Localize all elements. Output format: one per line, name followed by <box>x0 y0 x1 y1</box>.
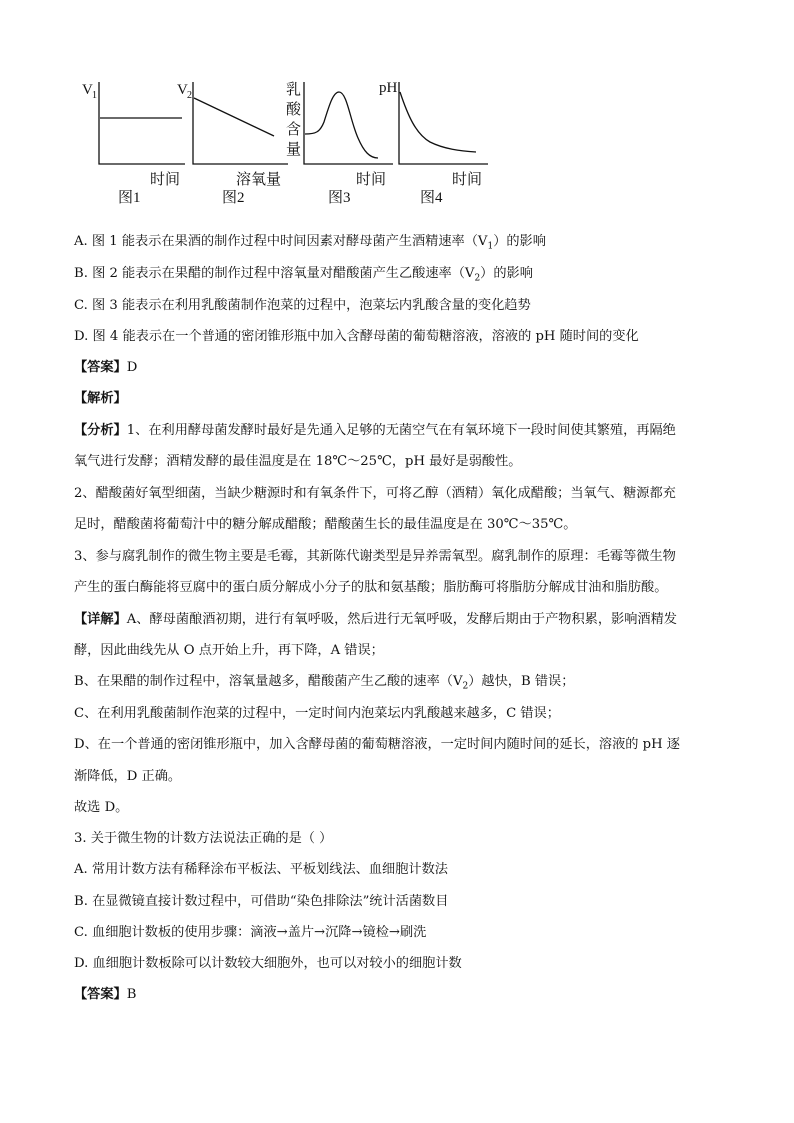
fig1-axes <box>99 82 185 164</box>
q2-option-d: D. 图 4 能表示在一个普通的密闭锥形瓶中加入含酵母菌的葡萄糖溶液，溶液的 pH 随时间的变化 <box>74 329 639 344</box>
q3-option-d: D. 血细胞计数板除可以计数较大细胞外，也可以对较小的细胞计数 <box>74 956 462 971</box>
fig3-caption: 图3 <box>328 190 351 206</box>
q2-fenxi-1b: 氧气进行发酵；酒精发酵的最佳温度是在 18℃～25℃，pH 最好是弱酸性。 <box>74 454 522 469</box>
q2-detail-a2: 酵，因此曲线先从 O 点开始上升，再下降，A 错误； <box>74 643 384 658</box>
q2-fenxi-2b: 足时，醋酸菌将葡萄汁中的糖分解成醋酸；醋酸菌生长的最佳温度是在 30℃～35℃。 <box>74 517 577 532</box>
q2-fenxi-3b: 产生的蛋白酶能将豆腐中的蛋白质分解成小分子的肽和氨基酸；脂肪酶可将脂肪分解成甘油和脂肪酸。 <box>74 580 668 595</box>
q2-detail-b: B、在果醋的制作过程中，溶氧量越多，醋酸菌产生乙酸的速率$(V_2)$越快，B 错误； <box>74 674 575 692</box>
q2-conclusion: 故选 D。 <box>74 800 129 815</box>
q2-analysis-heading: 【解析】 <box>74 391 127 406</box>
q3-option-b: B. 在显微镜直接计数过程中，可借助“染色排除法”统计活菌数目 <box>74 894 449 909</box>
fig1-caption: 图1 <box>118 190 141 206</box>
q2-fenxi-3a: 3、参与腐乳制作的微生物主要是毛霉，其新陈代谢类型是异养需氧型。腐乳制作的原理：毛霉等微生物 <box>74 549 676 564</box>
figures-row <box>78 76 498 210</box>
q2-detail-a1: 【详解】A、酵母菌酿酒初期，进行有氧呼吸，然后进行无氧呼吸，发酵后期由于产物积累，影响酒精发 <box>74 612 677 627</box>
q2-option-a: A. 图 1 能表示在果酒的制作过程中时间因素对酵母菌产生酒精速率$(V_1)$的影响 <box>74 234 546 252</box>
fig3-ylabel-2: 酸 <box>286 102 302 118</box>
q3-option-c: C. 血细胞计数板的使用步骤：滴液→盖片→沉降→镜检→刷洗 <box>74 925 427 940</box>
fig2-caption: 图2 <box>222 190 245 206</box>
q3-stem: 3. 关于微生物的计数方法说法正确的是（ ） <box>74 831 333 846</box>
fig2-xlabel: 溶氧量 <box>236 172 282 188</box>
figures-svg <box>78 76 498 210</box>
fig1-ylabel: V <box>82 82 93 98</box>
figure-1 <box>82 82 185 206</box>
fig2-curve <box>194 98 274 136</box>
fig2-axes <box>193 82 288 164</box>
fig3-ylabel-4: 量 <box>286 142 302 158</box>
fig4-xlabel: 时间 <box>452 172 483 188</box>
fig3-xlabel: 时间 <box>356 172 387 188</box>
fig1-xlabel: 时间 <box>150 172 181 188</box>
figure-2 <box>177 82 288 206</box>
fig4-ylabel: pH <box>379 80 398 96</box>
q3-option-a: A. 常用计数方法有稀释涂布平板法、平板划线法、血细胞计数法 <box>74 862 448 877</box>
q2-answer: 【答案】D <box>74 360 138 375</box>
fig3-curve <box>305 92 378 158</box>
fig1-ysub: 1 <box>92 90 97 101</box>
q2-detail-d2: 渐降低，D 正确。 <box>74 769 182 784</box>
fig4-curve <box>400 92 476 152</box>
fig3-ylabel-1: 乳 <box>286 82 302 98</box>
q2-fenxi-1a: 【分析】1、在利用酵母菌发酵时最好是先通入足够的无菌空气在有氧环境下一段时间使其繁殖，再隔绝 <box>74 423 676 438</box>
q2-fenxi-2a: 2、醋酸菌好氧型细菌，当缺少糖源时和有氧条件下，可将乙醇（酒精）氧化成醋酸；当氧气、糖源都充 <box>74 486 676 501</box>
q2-detail-c: C、在利用乳酸菌制作泡菜的过程中，一定时间内泡菜坛内乳酸越来越多，C 错误； <box>74 706 560 721</box>
figure-3 <box>286 81 393 206</box>
q2-option-c: C. 图 3 能表示在利用乳酸菌制作泡菜的过程中，泡菜坛内乳酸含量的变化趋势 <box>74 298 531 313</box>
fig2-ysub: 2 <box>187 90 192 101</box>
figure-4 <box>379 80 488 206</box>
fig2-ylabel: V <box>177 82 188 98</box>
q2-detail-d1: D、在一个普通的密闭锥形瓶中，加入含酵母菌的葡萄糖溶液，一定时间内随时间的延长，溶液的 pH 逐 <box>74 737 680 752</box>
fig4-caption: 图4 <box>420 190 443 206</box>
q3-answer: 【答案】B <box>74 987 137 1002</box>
q2-option-b: B. 图 2 能表示在果醋的制作过程中溶氧量对醋酸菌产生乙酸速率$(V_2)$的影响 <box>74 266 533 284</box>
fig3-ylabel-3: 含 <box>286 122 302 138</box>
